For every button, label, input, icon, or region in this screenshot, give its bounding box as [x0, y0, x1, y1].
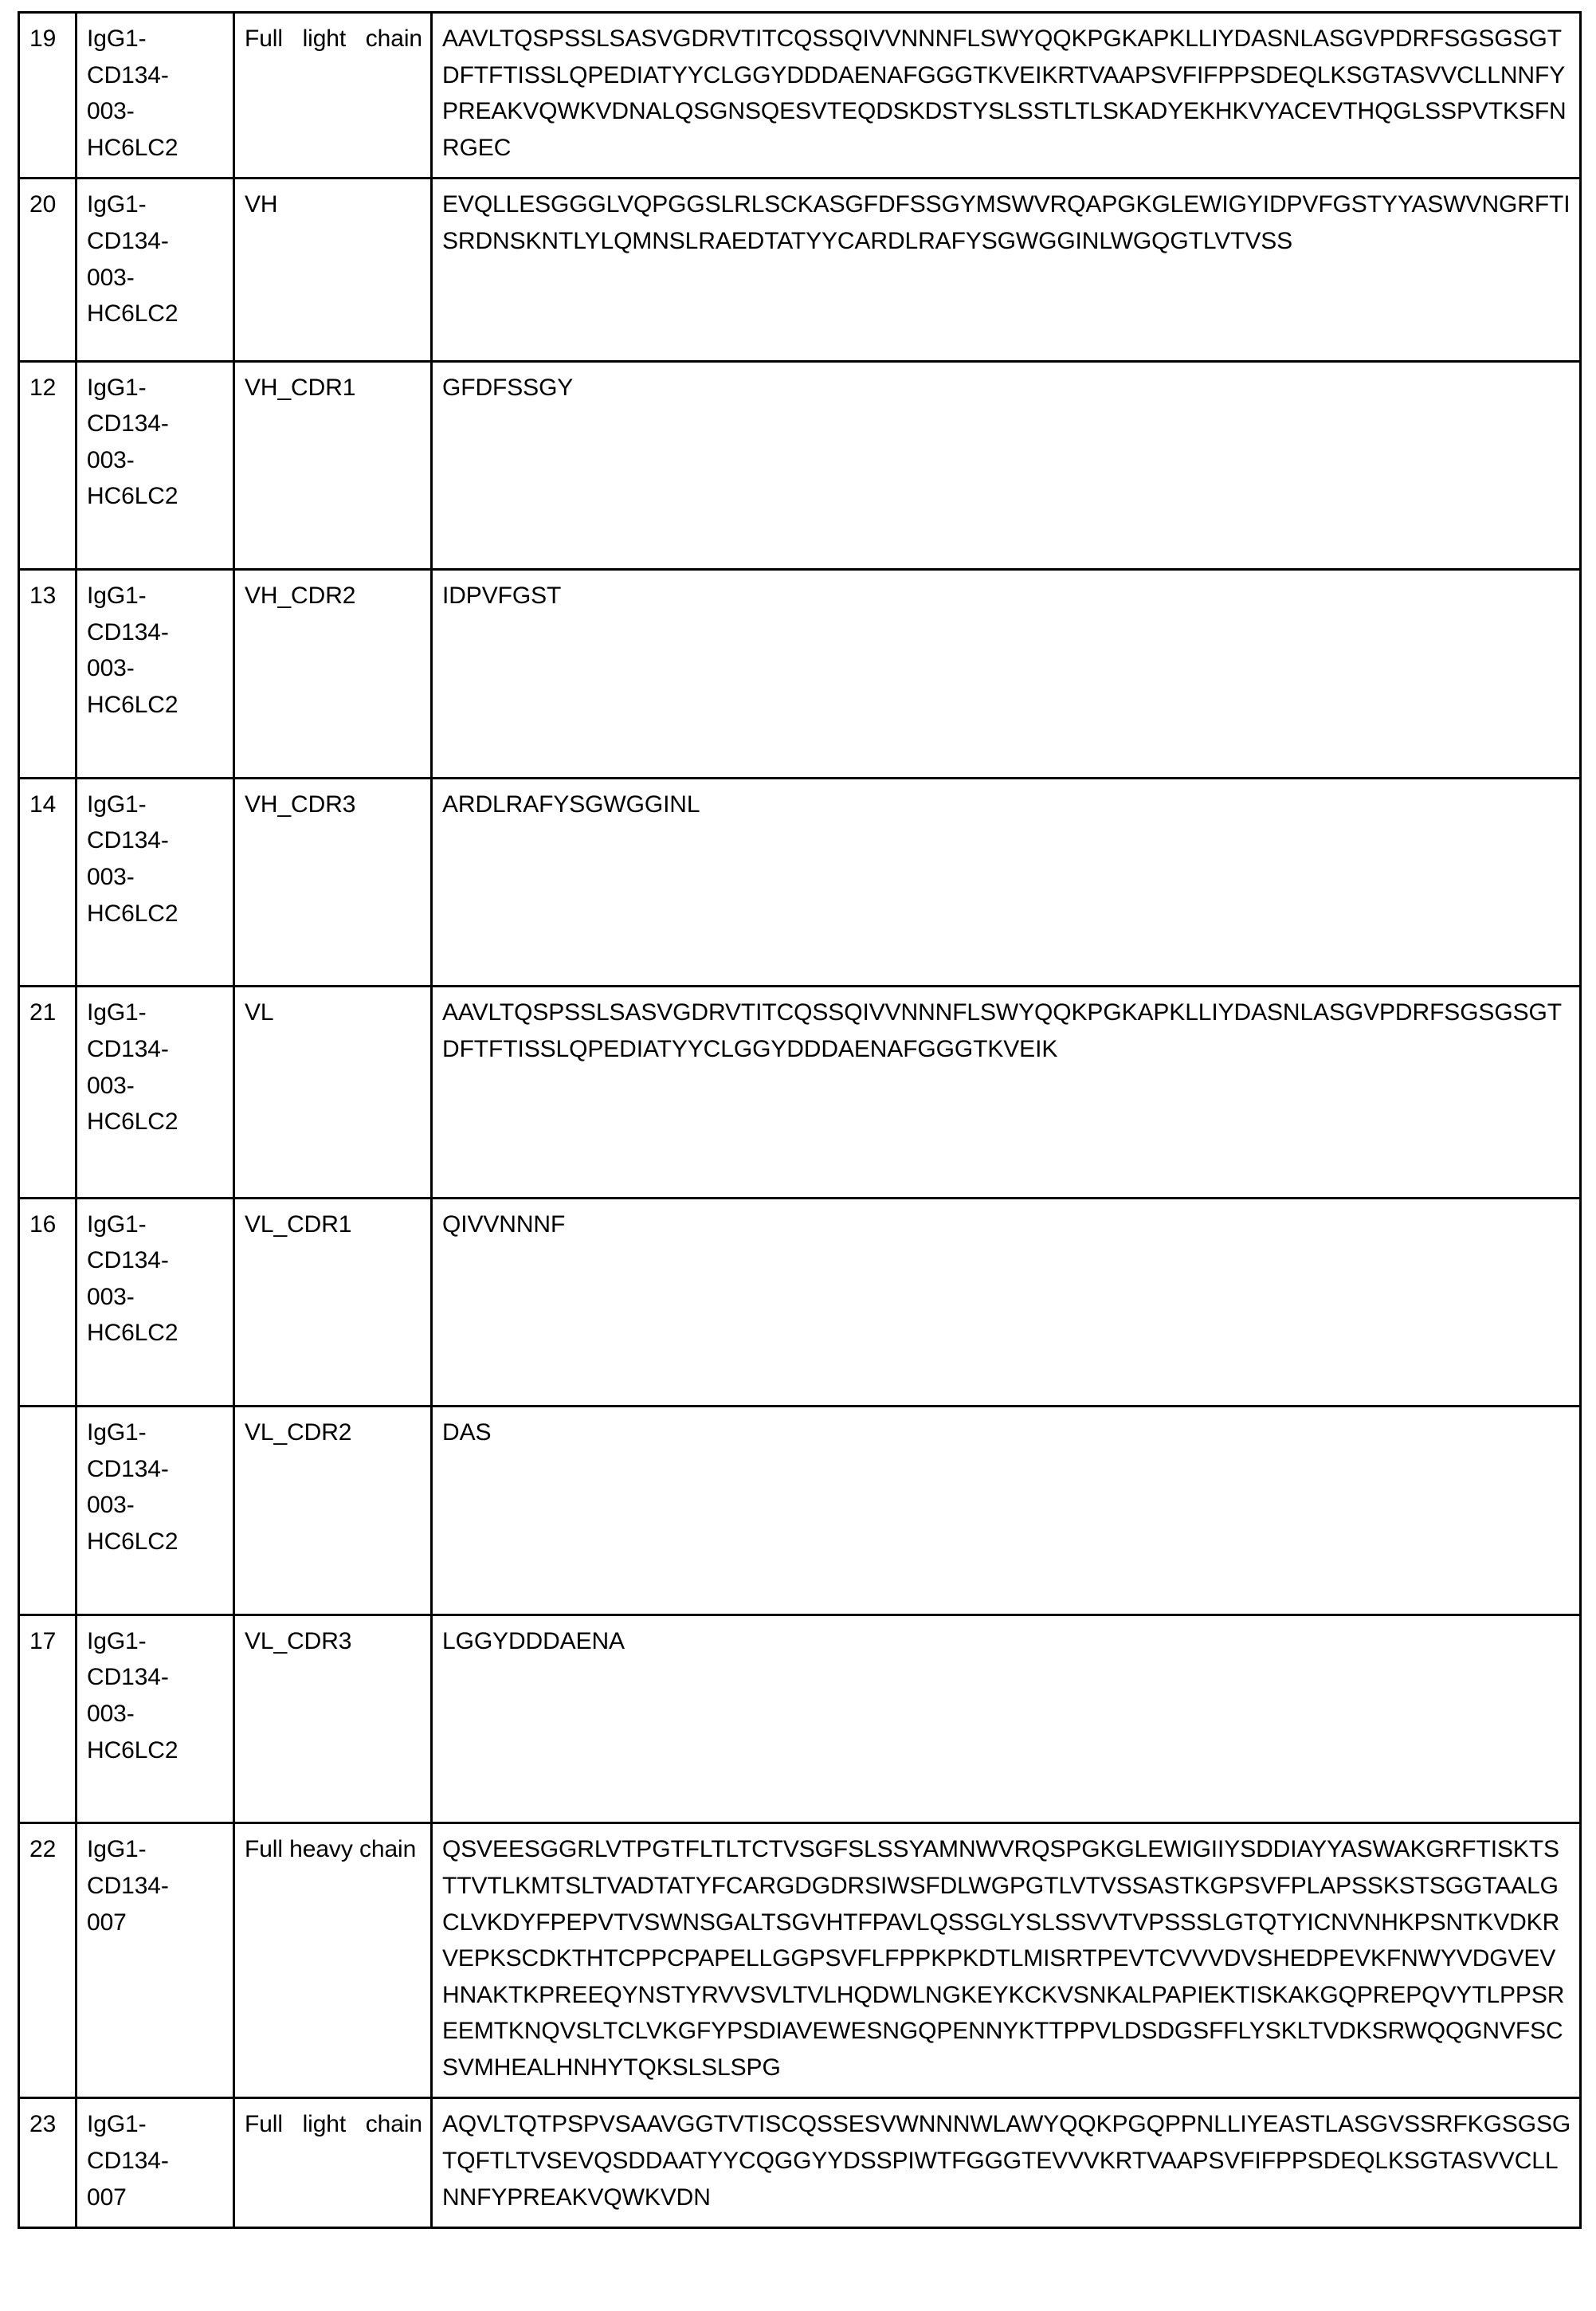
- antibody-name-line: HC6LC2: [87, 1320, 178, 1347]
- amino-acid-sequence: GFDFSSGY: [442, 374, 574, 401]
- antibody-name-line: IgG1-: [87, 2111, 147, 2138]
- cell-spacer: [442, 1451, 1571, 1603]
- cell-sequence: [432, 1198, 1581, 1407]
- antibody-name-line: 003-: [87, 1072, 135, 1099]
- cell-seq-id: 22: [19, 1823, 76, 2098]
- amino-acid-sequence: IDPVFGST: [442, 583, 562, 610]
- cell-region: VH_CDR1: [234, 361, 432, 570]
- cell-antibody-name: [76, 179, 234, 361]
- amino-acid-sequence: AQVLTQTPSPVSAAVGGTVTISCQSSESVWNNNWLAWYQQKPGQPPNLLIYEASTLASGVSSRFKGSGSGTQFTLTVSEVQSDDAATYYCQGGYYDSSPIWTFGGGTEVVVKRTVAAPSVFIFPPSDEQLKSGTASVVCLLNNFYPREAKVQWKVDN: [442, 2111, 1571, 2211]
- cell-spacer: [442, 406, 1571, 557]
- antibody-name-line: CD134-: [87, 1035, 169, 1062]
- antibody-name-line: IgG1-: [87, 791, 147, 818]
- cell-antibody-name: [76, 1823, 234, 2098]
- antibody-name-line: IgG1-: [87, 1419, 147, 1446]
- cell-antibody-name: [76, 2098, 234, 2228]
- amino-acid-sequence: QIVVNNNF: [442, 1210, 566, 1238]
- amino-acid-sequence: AAVLTQSPSSLSASVGDRVTITCQSSQIVVNNNFLSWYQQKPGKAPKLLIYDASNLASGVPDRFSGSGSGTDFTFTISSLQPEDIATYYCLGGYDDDAENAFGGGTKVEIKRTVAAPSVFIFPPSDEQLKSGTASVVCLLNNFYPREAKVQWKVDNALQSGNSQESVTEQDSKDSTYSLSSTLTLSKADYEKHKVYACEVTHQGLSSPVTKSFNRGEC: [442, 26, 1567, 161]
- amino-acid-sequence: QSVEESGGRLVTPGTFLTLTCTVSGFSLSSYAMNWVRQSPGKGLEWIGIIYSDDIAYYASWAKGRFTISKTSTTVTLKMTSLTVADTATYFCARGDGDRSIWSFDLWGPGTLVTVSSASTKGPSVFPLAPSSKSTSGGTAALGCLVKDYFPEPVTVSWNSGALTSGVHTFPAVLQSSGLYSLSSVVTVPSSSLGTQTYICNVNHKPSNTKVDKRVEPKSCDKTHTCPPCPAPELLGGPSVFLFPPKPKDTLMISRTPEVTCVVVDVSHEDPEVKFNWYVDGVEVHNAKTKPREEQYNSTYRVVSVLTVLHQDWLNGKEYKCKVSNKALPAPIEKTISKAKGQPREPQVYTLPPSREEMTKNQVSLTCLVKGFYPSDIAVEWESNGQPENNYKTTPPVLDSDGSFFLYSKLTVDKSRWQQGNVFSCSVMHEALHNHYTQKSLSLSPG: [442, 1836, 1565, 2081]
- antibody-name-line: IgG1-: [87, 1836, 147, 1863]
- antibody-name-line: IgG1-: [87, 1627, 147, 1654]
- cell-region: VH_CDR3: [234, 778, 432, 987]
- antibody-name-line: 003-: [87, 863, 135, 890]
- cell-antibody-name: [76, 1615, 234, 1823]
- cell-antibody-name: [76, 13, 234, 179]
- table-row: [19, 1615, 1581, 1823]
- cell-seq-id: 19: [19, 13, 76, 179]
- amino-acid-sequence: AAVLTQSPSSLSASVGDRVTITCQSSQIVVNNNFLSWYQQKPGKAPKLLIYDASNLASGVPDRFSGSGSGTDFTFTISSLQPEDIATYYCLGGYDDDAENAFGGGTKVEIK: [442, 999, 1562, 1062]
- cell-seq-id: 16: [19, 1198, 76, 1407]
- antibody-name-line: 003-: [87, 264, 135, 291]
- cell-seq-id: [19, 1407, 76, 1615]
- antibody-name-line: CD134-: [87, 1872, 169, 1899]
- antibody-name-line: 007: [87, 2183, 127, 2211]
- cell-spacer: [442, 1068, 1571, 1186]
- cell-sequence: [432, 2098, 1581, 2228]
- cell-antibody-name: [76, 570, 234, 779]
- table-body: [19, 13, 1581, 2228]
- table-row: [19, 1198, 1581, 1407]
- cell-seq-id: 23: [19, 2098, 76, 2228]
- cell-seq-id: 17: [19, 1615, 76, 1823]
- amino-acid-sequence: DAS: [442, 1419, 492, 1446]
- cell-region: VH_CDR2: [234, 570, 432, 779]
- amino-acid-sequence: EVQLLESGGGLVQPGGSLRLSCKASGFDFSSGYMSWVRQAPGKGLEWIGYIDPVFGSTYYASWVNGRFTISRDNSKNTLYLQMNSLRAEDTATYYCARDLRAFYSGWGGINLWGQGTLVTVSS: [442, 191, 1571, 254]
- antibody-name-line: CD134-: [87, 227, 169, 254]
- antibody-name-line: CD134-: [87, 1455, 169, 1482]
- cell-antibody-name: [76, 778, 234, 987]
- antibody-name-line: CD134-: [87, 2148, 169, 2175]
- cell-sequence: [432, 987, 1581, 1198]
- cell-sequence: [432, 361, 1581, 570]
- antibody-name-line: 003-: [87, 98, 135, 125]
- cell-region: VL_CDR1: [234, 1198, 432, 1407]
- antibody-name-line: HC6LC2: [87, 1108, 178, 1136]
- cell-seq-id: 12: [19, 361, 76, 570]
- cell-sequence: [432, 1615, 1581, 1823]
- antibody-name-line: 003-: [87, 655, 135, 682]
- cell-seq-id: 14: [19, 778, 76, 987]
- cell-sequence: [432, 13, 1581, 179]
- table-row: [19, 570, 1581, 779]
- antibody-name-line: 003-: [87, 446, 135, 473]
- cell-spacer: [442, 1242, 1571, 1394]
- cell-seq-id: 13: [19, 570, 76, 779]
- antibody-name-line: HC6LC2: [87, 691, 178, 718]
- cell-region: VL_CDR2: [234, 1407, 432, 1615]
- antibody-name-line: CD134-: [87, 827, 169, 854]
- antibody-name-line: 003-: [87, 1283, 135, 1310]
- cell-antibody-name: [76, 987, 234, 1198]
- cell-seq-id: 20: [19, 179, 76, 361]
- antibody-name-line: 003-: [87, 1700, 135, 1727]
- cell-antibody-name: [76, 1407, 234, 1615]
- table-row: [19, 2098, 1581, 2228]
- cell-sequence: [432, 1407, 1581, 1615]
- antibody-name-line: CD134-: [87, 1664, 169, 1691]
- cell-region: VL_CDR3: [234, 1615, 432, 1823]
- antibody-name-line: HC6LC2: [87, 900, 178, 927]
- antibody-name-line: IgG1-: [87, 374, 147, 401]
- table-row: [19, 1407, 1581, 1615]
- amino-acid-sequence: ARDLRAFYSGWGGINL: [442, 791, 700, 818]
- antibody-name-line: CD134-: [87, 618, 169, 645]
- cell-region: Full light chain: [234, 2098, 432, 2228]
- sequence-table: [18, 11, 1582, 2229]
- table-row: [19, 361, 1581, 570]
- antibody-name-line: CD134-: [87, 1247, 169, 1274]
- antibody-name-line: IgG1-: [87, 999, 147, 1026]
- cell-region: Full heavy chain: [234, 1823, 432, 2098]
- cell-region: VH: [234, 179, 432, 361]
- cell-antibody-name: [76, 1198, 234, 1407]
- cell-seq-id: 21: [19, 987, 76, 1198]
- antibody-name-line: IgG1-: [87, 26, 147, 52]
- cell-spacer: [442, 1659, 1571, 1811]
- cell-spacer: [442, 260, 1571, 349]
- table-row: [19, 13, 1581, 179]
- cell-sequence: [432, 778, 1581, 987]
- antibody-name-line: 007: [87, 1909, 127, 1936]
- antibody-name-line: CD134-: [87, 410, 169, 437]
- table-row: [19, 987, 1581, 1198]
- antibody-name-line: HC6LC2: [87, 134, 178, 161]
- table-row: [19, 179, 1581, 361]
- antibody-name-line: IgG1-: [87, 191, 147, 218]
- antibody-name-line: HC6LC2: [87, 483, 178, 510]
- table-row: [19, 778, 1581, 987]
- cell-sequence: [432, 179, 1581, 361]
- antibody-name-line: CD134-: [87, 61, 169, 88]
- antibody-name-line: IgG1-: [87, 583, 147, 610]
- antibody-name-line: HC6LC2: [87, 1528, 178, 1555]
- antibody-name-line: 003-: [87, 1492, 135, 1519]
- cell-antibody-name: [76, 361, 234, 570]
- antibody-name-line: HC6LC2: [87, 1736, 178, 1764]
- antibody-name-line: IgG1-: [87, 1210, 147, 1238]
- cell-sequence: [432, 1823, 1581, 2098]
- amino-acid-sequence: LGGYDDDAENA: [442, 1627, 625, 1654]
- cell-spacer: [442, 822, 1571, 974]
- antibody-name-line: HC6LC2: [87, 300, 178, 328]
- table-row: [19, 1823, 1581, 2098]
- cell-region: Full light chain: [234, 13, 432, 179]
- cell-sequence: [432, 570, 1581, 779]
- cell-region: VL: [234, 987, 432, 1198]
- cell-spacer: [442, 614, 1571, 766]
